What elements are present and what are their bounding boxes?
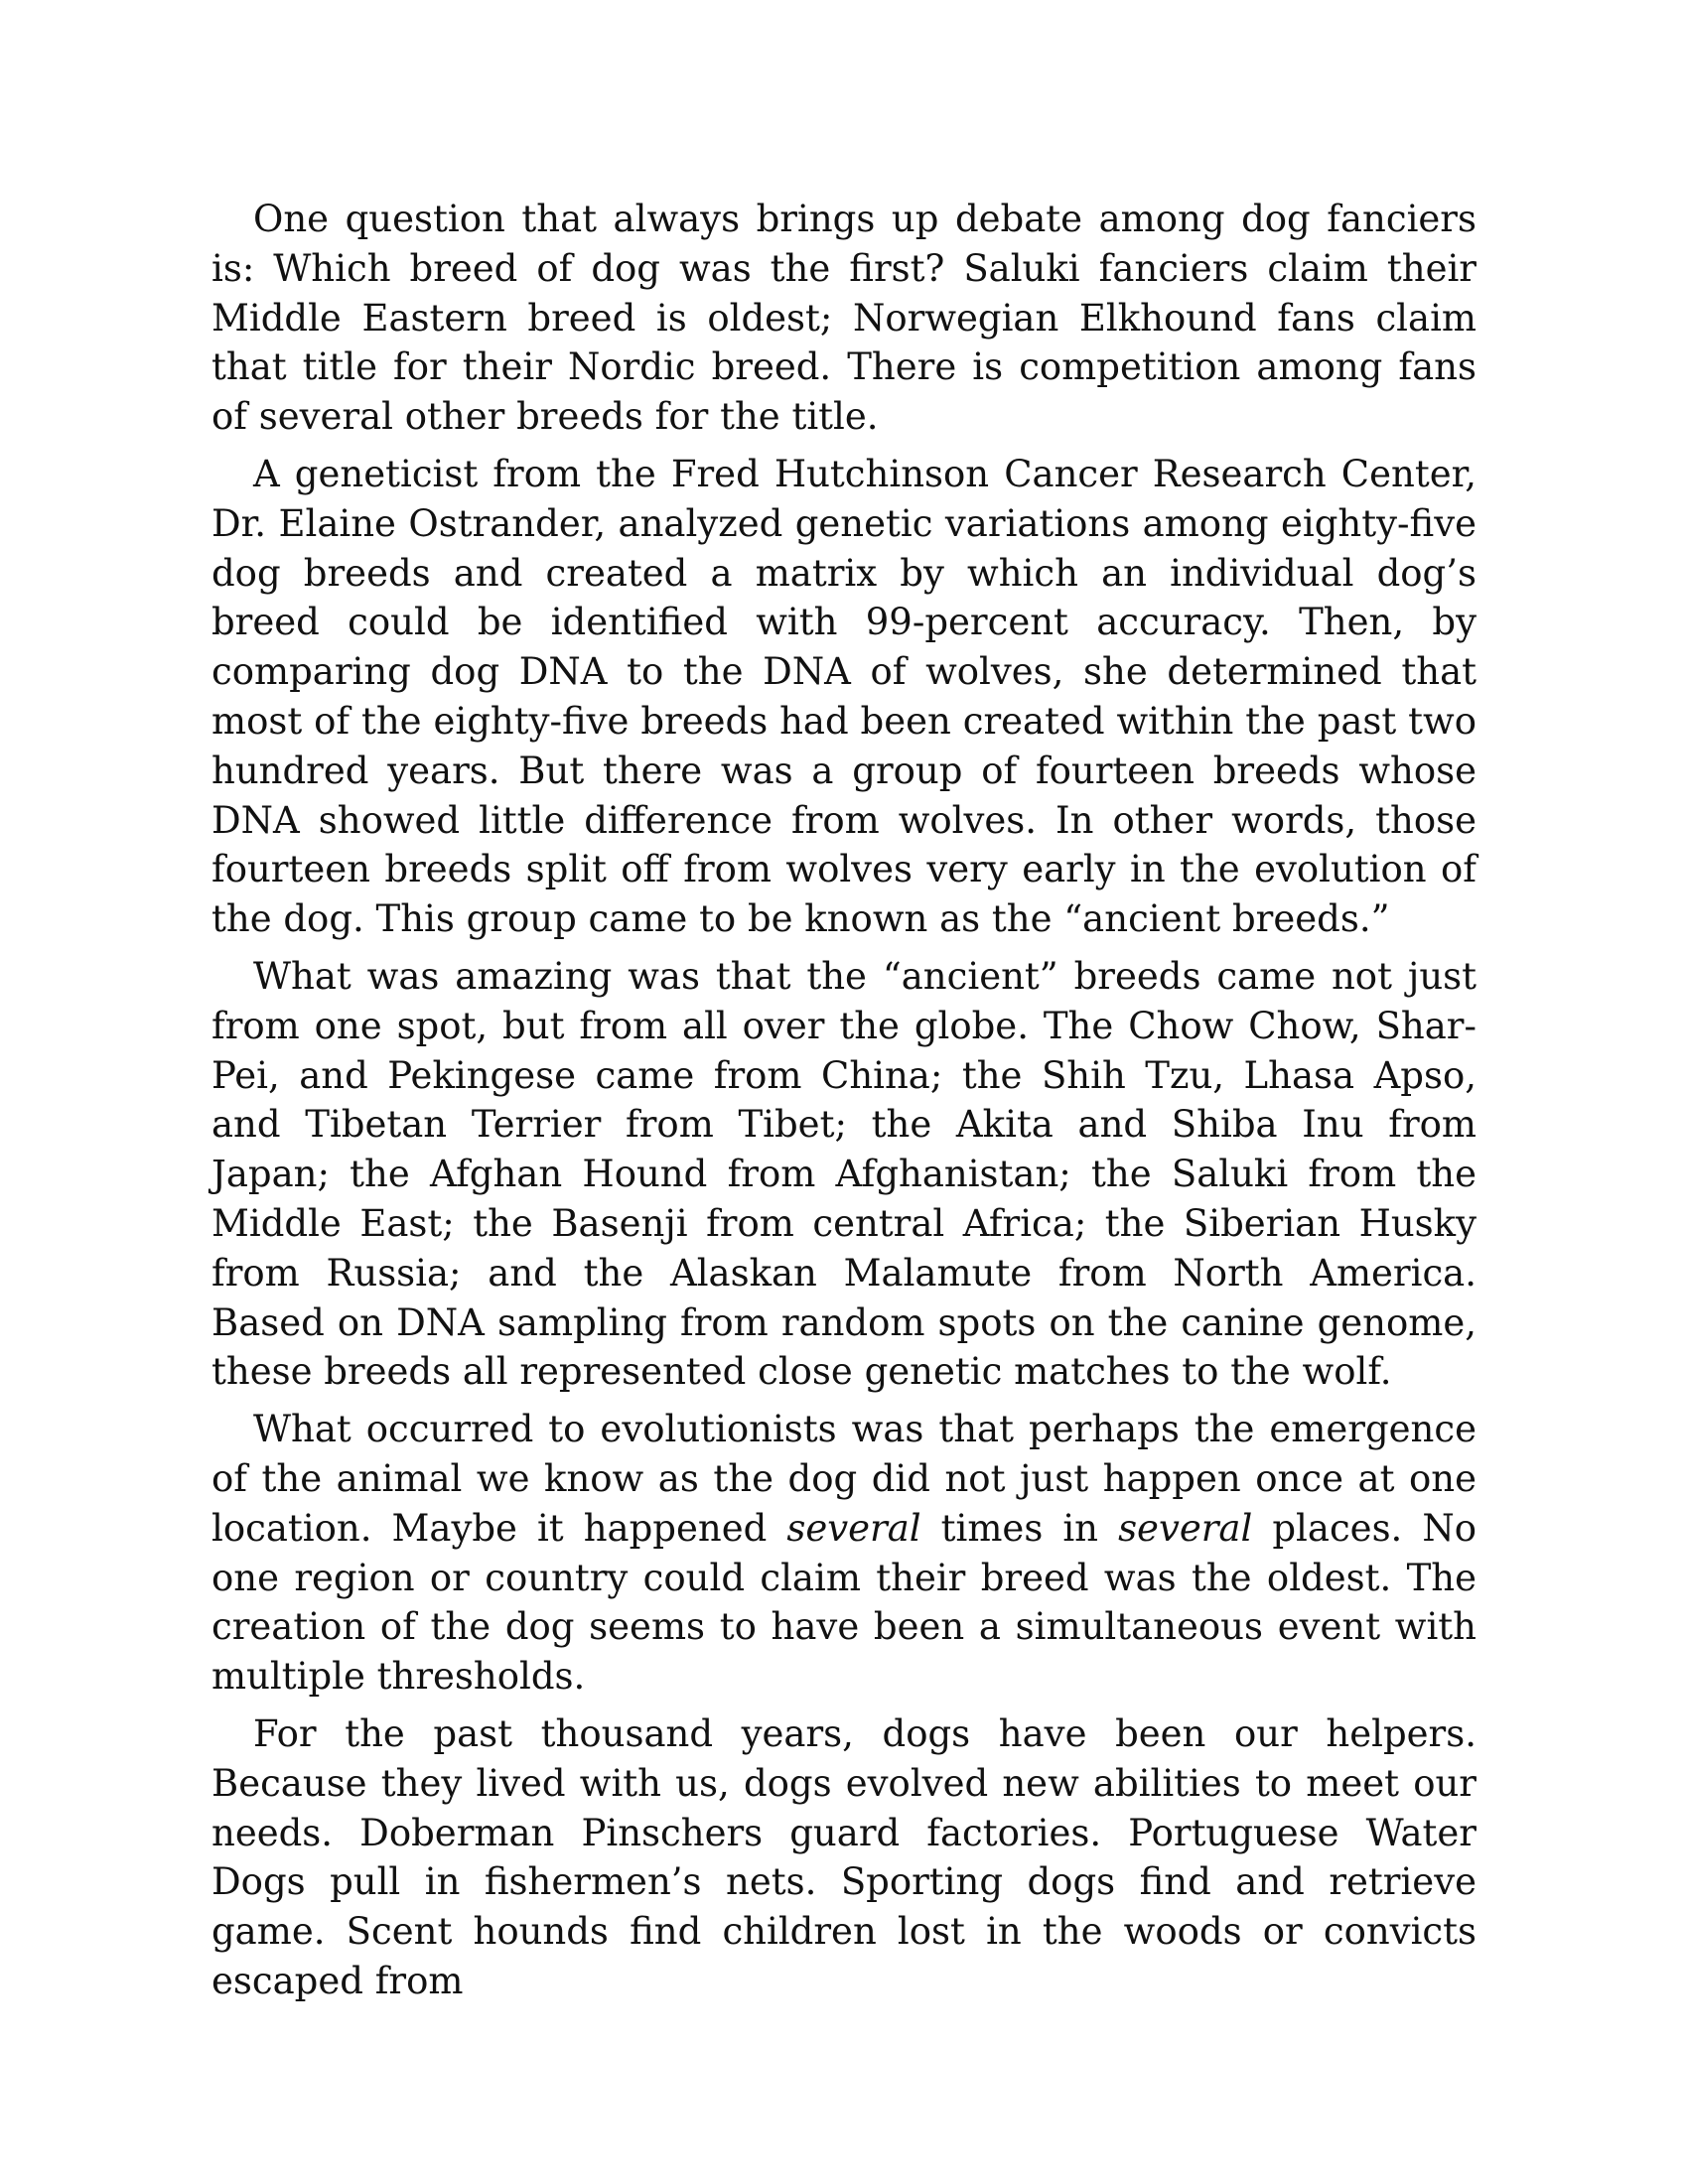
paragraph-text: A geneticist from the Fred Hutchinson Cancer Research Center, Dr. Elaine Ostrander, analyzed genetic variations among eighty-five dog breeds and created a matrix by which an individual dog’s breed could be identified with 99-percent accuracy. Then, by comparing dog DNA to the DNA of wolves, she determined that most of the eighty-five breeds had been created within the past two hundred years. But there was a group of fourteen breeds whose DNA showed little difference from wolves. In other words, those fourteen breeds split off from wolves very early in the evolution of the dog. This group came to be known as the “ancient breeds.” — [211, 452, 1477, 941]
document-page — [211, 195, 1477, 2014]
emphasis-text: several — [786, 1506, 921, 1550]
paragraph-dogs-as-helpers — [211, 1709, 1477, 2006]
emphasis-text: several — [1118, 1506, 1253, 1550]
paragraph-text: What occurred to evolutionists was that perhaps the emergence of the animal we know as the dog did not just happen once at one location. Maybe it happened — [211, 1408, 1477, 1550]
paragraph-ancient-breeds-origins — [211, 952, 1477, 1397]
paragraph-multiple-emergence — [211, 1405, 1477, 1702]
paragraph-text: What was amazing was that the “ancient” breeds came not just from one spot, but from all over the globe. The Chow Chow, Shar-Pei, and Pekingese came from China; the Shih Tzu, Lhasa Apso, and Tibetan Terrier from Tibet; the Akita and Shiba Inu from Japan; the Afghan Hound from Afghanistan; the Saluki from the Middle East; the Basenji from central Africa; the Siberian Husky from Russia; and the Alaskan Malamute from North America. Based on DNA sampling from random spots on the canine genome, these breeds all represented close genetic matches to the wolf. — [211, 954, 1477, 1394]
paragraph-text: times in — [920, 1506, 1119, 1550]
paragraph-text: places. No one region or country could claim their breed was the oldest. The creation of the dog seems to have been a simultaneous event with multiple thresholds. — [211, 1506, 1477, 1699]
paragraph-text: One question that always brings up debate among dog fanciers is: Which breed of dog was the first? Saluki fanciers claim their Middle Eastern breed is oldest; Norwegian Elkhound fans claim that title for their Nordic breed. There is competition among fans of several other breeds for the title. — [211, 198, 1477, 439]
paragraph-first-breed-debate — [211, 195, 1477, 442]
paragraph-text: For the past thousand years, dogs have been our helpers. Because they lived with us, dogs evolved new abilities to meet our needs. Doberman Pinschers guard factories. Portuguese Water Dogs pull in fishermen’s nets. Sporting dogs find and retrieve game. Scent hounds find children lost in the woods or convicts escaped from — [211, 1711, 1477, 2002]
paragraph-geneticist-study — [211, 450, 1477, 944]
